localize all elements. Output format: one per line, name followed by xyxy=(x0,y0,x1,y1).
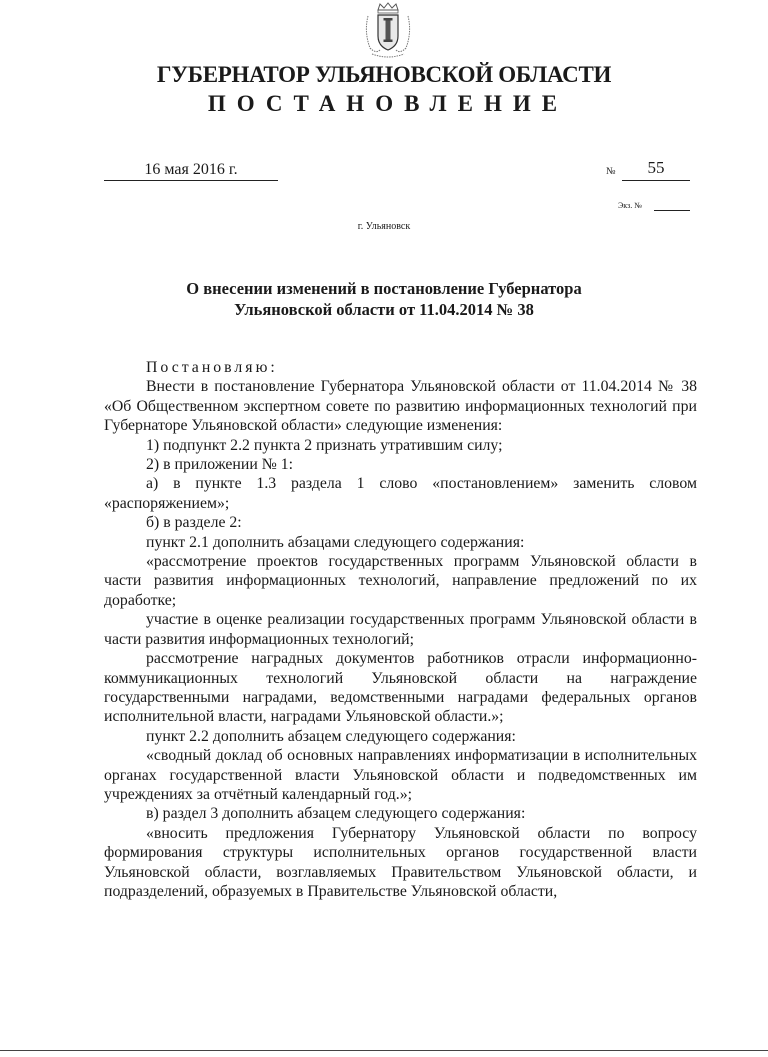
body-paragraph: «вносить предложения Губернатору Ульяновской области по вопросу формирования структуры исполнительных органов государственной власти Ульяновской области, возглавляемых Правительством Ульяновской области, и подразделений, образуемых в Правительстве Ульяновской области, xyxy=(104,824,697,900)
document-title-line-2: Ульяновской области от 11.04.2014 № 38 xyxy=(234,300,534,319)
body-paragraph: в) раздел 3 дополнить абзацем следующего содержания: xyxy=(146,805,526,823)
body-paragraph: пункт 2.1 дополнить абзацами следующего содержания: xyxy=(146,533,525,551)
issuing-authority: ГУБЕРНАТОР УЛЬЯНОВСКОЙ ОБЛАСТИ xyxy=(156,62,612,87)
body-paragraph: «сводный доклад об основных направлениях информатизации в исполнительных органах государственной власти Ульяновской области и подведомственных им учреждениях за отчётный календарный год.»; xyxy=(104,747,697,803)
body-paragraph: «рассмотрение проектов государственных программ Ульяновской области в части развития информационных технологий, направление предложений по их доработке; xyxy=(104,553,697,609)
document-body xyxy=(104,358,697,901)
document-date: 16 мая 2016 г. xyxy=(104,160,278,181)
document-city: г. Ульяновск xyxy=(357,221,411,232)
number-label: № xyxy=(606,166,616,177)
body-paragraph: участие в оценке реализации государственных программ Ульяновской области в части развития информационных технологий; xyxy=(104,611,697,648)
body-paragraph: б) в разделе 2: xyxy=(146,514,242,532)
document-title xyxy=(120,278,648,320)
body-paragraph: Внести в постановление Губернатора Ульяновской области от 11.04.2014 № 38 «Об Общественном экспертном совете по развитию информационных технологий при Губернаторе Ульяновской области» следующие изменения: xyxy=(104,378,697,435)
document-type: ПОСТАНОВЛЕНИЕ xyxy=(207,91,569,116)
document-title-line-1: О внесении изменений в постановление Губернатора xyxy=(186,279,582,298)
body-paragraph: а) в пункте 1.3 раздела 1 слово «постановлением» заменить словом «распоряжением»; xyxy=(104,475,697,512)
body-paragraph: 2) в приложении № 1: xyxy=(146,456,294,474)
coat-of-arms-icon xyxy=(362,2,414,62)
resolution-heading: Постановляю: xyxy=(146,359,278,376)
document-number: 55 xyxy=(622,158,690,181)
body-paragraph: рассмотрение наградных документов работников отрасли информационно-коммуникационных технологий Ульяновской области на награждение государственными наградами, ведомственными наградами федеральных органов исполнительной власти, наградами Ульяновской области.»; xyxy=(104,650,697,726)
copy-number-label: Экз. № xyxy=(618,201,642,210)
body-paragraph: пункт 2.2 дополнить абзацем следующего содержания: xyxy=(146,727,516,745)
page-bottom-edge xyxy=(0,1050,768,1051)
copy-number-field xyxy=(654,203,690,211)
body-paragraph: 1) подпункт 2.2 пункта 2 признать утратившим силу; xyxy=(146,436,503,454)
